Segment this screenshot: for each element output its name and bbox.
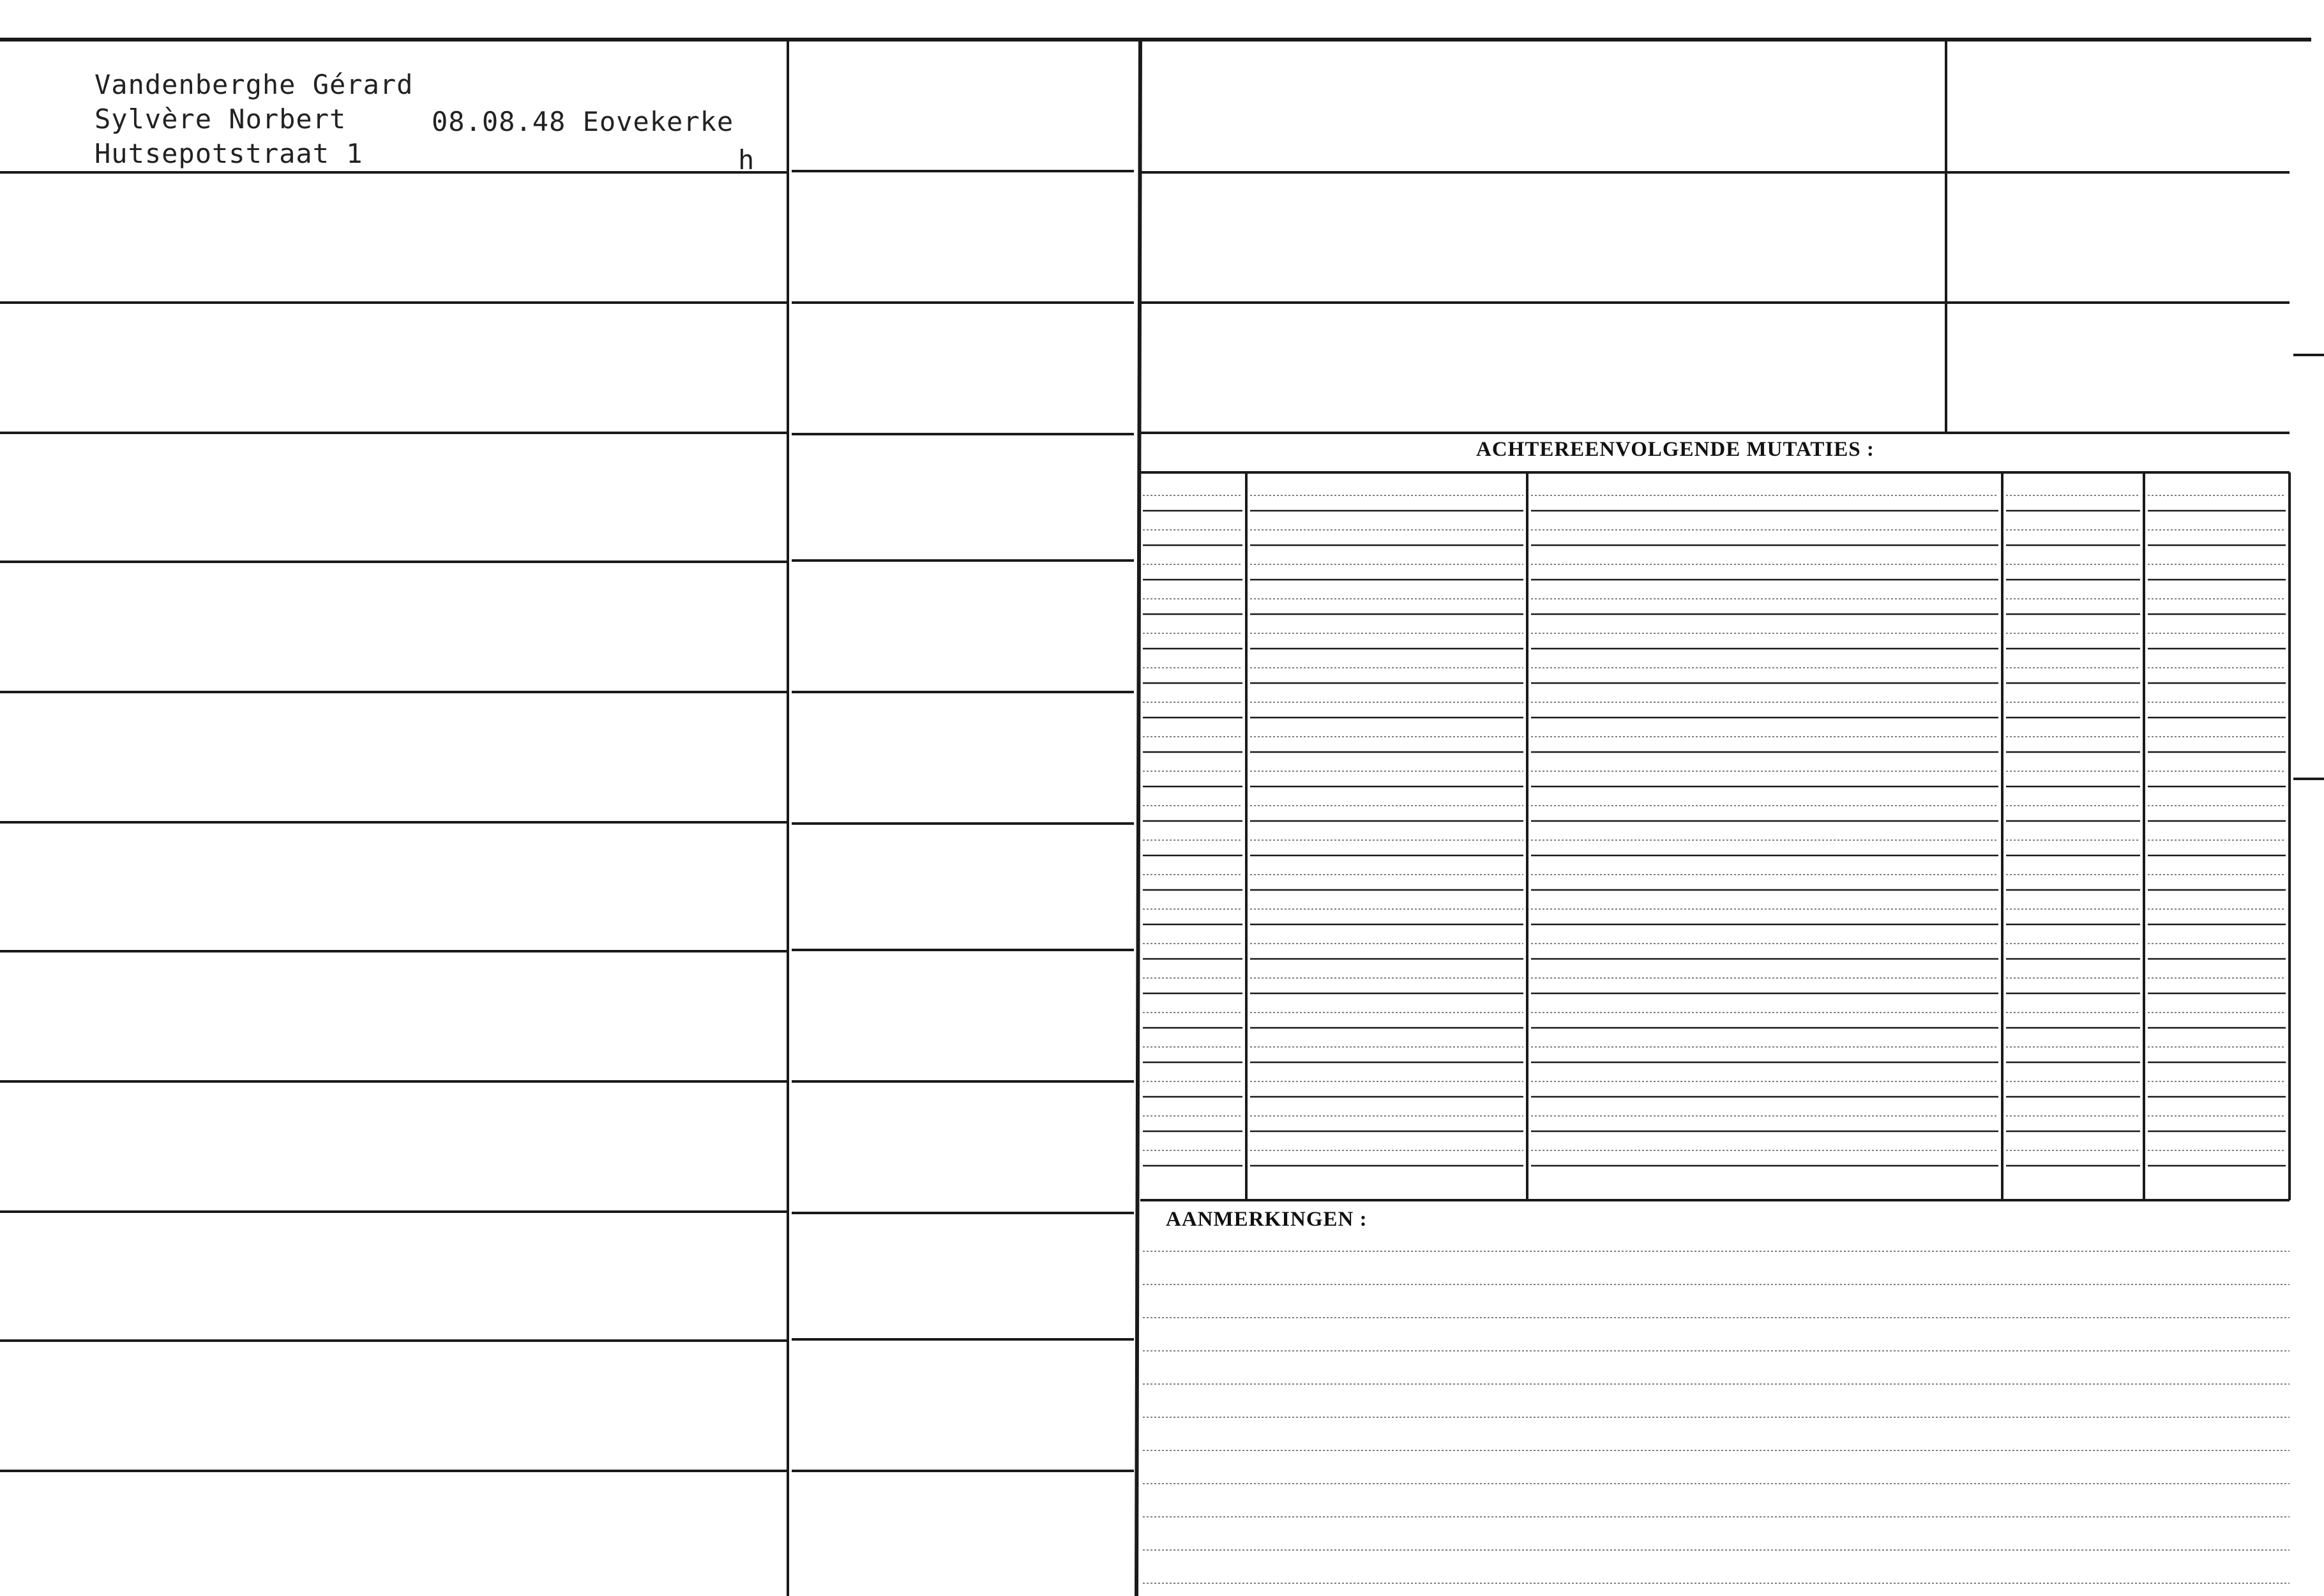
name-line-1: Vandenberghe Gérard: [94, 69, 414, 100]
column-divider-2: [1136, 40, 1140, 1596]
name-line-2: Sylvère Norbert: [94, 103, 347, 135]
birth-date-place: 08.08.48 Eovekerke: [432, 106, 734, 137]
remarks-heading: AANMERKINGEN :: [1166, 1208, 1368, 1231]
address-line: Hutsepotstraat 1: [94, 138, 363, 169]
mutations-heading: ACHTEREENVOLGENDE MUTATIES :: [1476, 438, 1875, 461]
handwritten-mark: h: [738, 144, 755, 176]
